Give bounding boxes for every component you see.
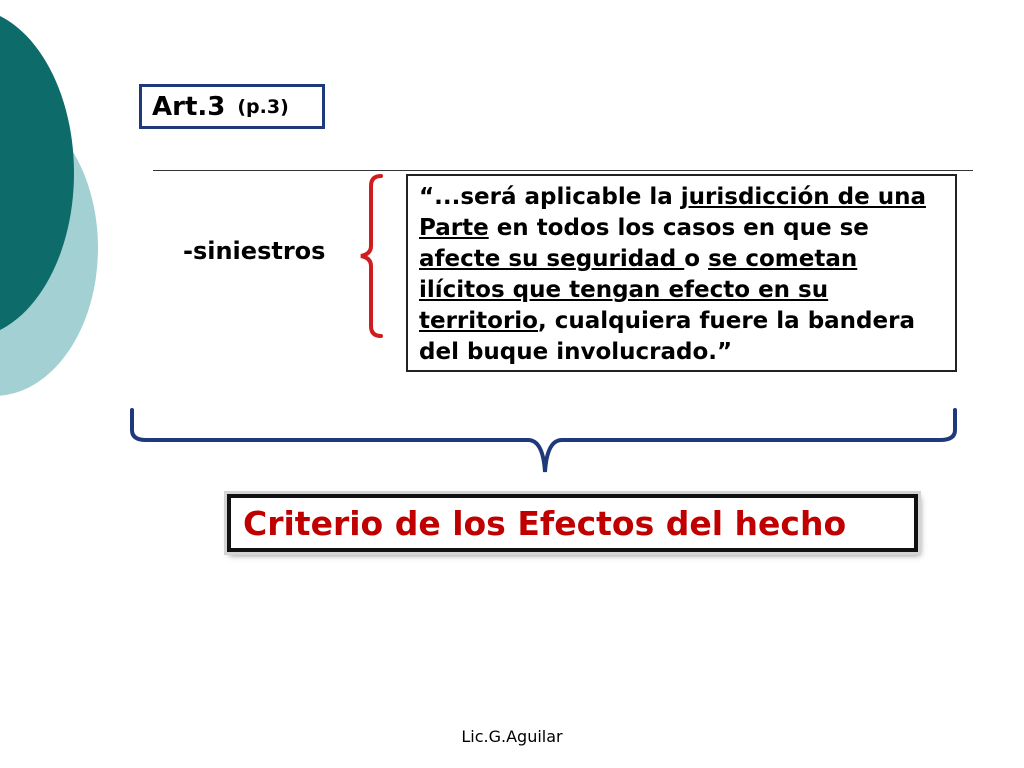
criterion-box: [227, 494, 918, 552]
red-curly-bracket: [361, 176, 381, 336]
quote-underlined-3: se cometan ilícitos que tengan efecto en su territorio: [419, 246, 858, 334]
item-label: -siniestros: [183, 237, 326, 265]
quote-text: en todos los casos en que se: [488, 215, 869, 241]
quote-text: “...será aplicable la: [419, 184, 681, 210]
article-label: Art.3: [152, 91, 226, 122]
quote-underlined-2: afecte su seguridad: [419, 246, 685, 272]
quote-text: , cualquiera fuere la bandera del buque involucrado.”: [419, 308, 915, 365]
quote-text: o: [684, 246, 709, 272]
article-page: (p.3): [237, 95, 289, 118]
footer-author: Lic.G.Aguilar: [461, 727, 563, 746]
quote-box: [406, 174, 957, 372]
quote-underlined-1: jurisdicción de una Parte: [419, 184, 926, 241]
criterion-text: Criterio de los Efectos del hecho: [243, 503, 847, 543]
blue-curly-bracket: [132, 410, 955, 472]
